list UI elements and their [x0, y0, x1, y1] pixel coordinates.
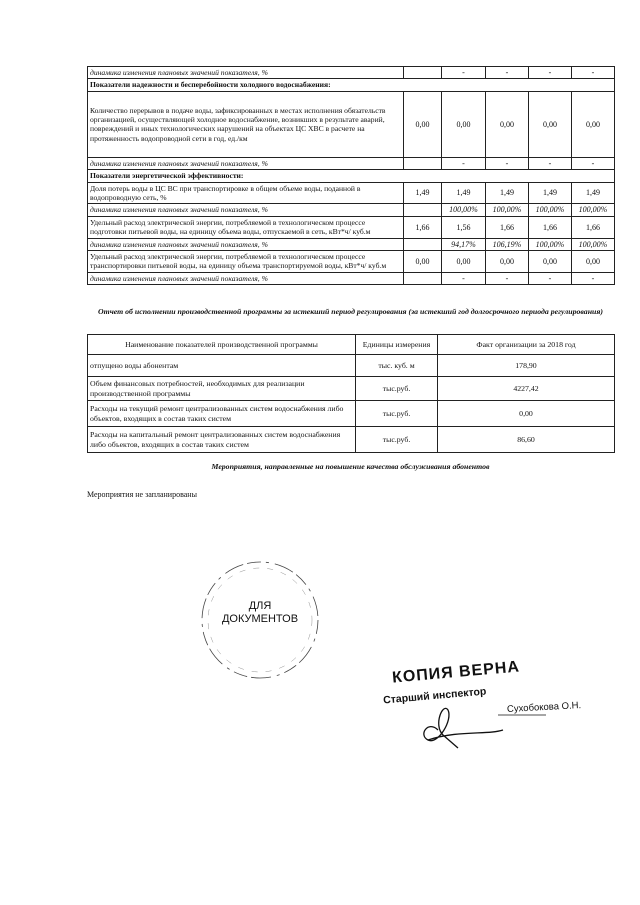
row-name: Объем финансовых потребностей, необходимых для реализации производственной программы [88, 377, 356, 401]
table-row [88, 157, 615, 169]
value-cell: 0,00 [529, 251, 572, 273]
value-cell [404, 272, 442, 284]
row-name: Расходы на текущий ремонт централизованных систем водоснабжения либо объектов, входящих в состав таких систем [88, 401, 356, 427]
section-row [88, 170, 615, 182]
value-cell: - [486, 67, 529, 79]
value-cell: 1,66 [572, 216, 615, 238]
value-cell: 1,66 [404, 216, 442, 238]
value-cell: - [529, 157, 572, 169]
dynamics-label: динамика изменения плановых значений показателя, % [88, 238, 404, 250]
value-cell: 1,66 [486, 216, 529, 238]
value-cell: 1,66 [529, 216, 572, 238]
dynamics-label: динамика изменения плановых значений показателя, % [88, 272, 404, 284]
row-unit: тыс.руб. [356, 401, 438, 427]
value-cell: 1,49 [486, 182, 529, 204]
value-cell: 100,00% [572, 204, 615, 216]
row-unit: тыс. куб. м [356, 355, 438, 377]
value-cell: 100,00% [529, 238, 572, 250]
value-cell: - [486, 157, 529, 169]
value-cell: - [529, 272, 572, 284]
table-row [88, 427, 615, 453]
section-energy-title: Показатели энергетической эффективности: [88, 170, 615, 182]
energy-transport-label: Удельный расход электрической энергии, потребляемой в технологическом процессе транспортировки питьевой воды, на единицу объема транспортируемой воды, кВт*ч/ куб.м [88, 251, 404, 273]
value-cell: - [486, 272, 529, 284]
value-cell: - [529, 67, 572, 79]
value-cell: 0,00 [404, 91, 442, 157]
table-row [88, 401, 615, 427]
interruptions-label: Количество перерывов в подаче воды, зафиксированных в местах исполнения обязательств организацией, осуществляющей холодное водоснабжение, возникших в результате аварий, повреждений и иных технологических нарушений на объектах ЦС ХВС в расчете на протяженность водопроводной сети в год, ед./км [88, 91, 404, 157]
value-cell: 0,00 [486, 91, 529, 157]
value-cell: 0,00 [442, 91, 486, 157]
value-cell: - [572, 272, 615, 284]
value-cell: 0,00 [572, 91, 615, 157]
value-cell: 1,49 [572, 182, 615, 204]
stamp-line-1: ДЛЯ [248, 600, 272, 612]
table-row [88, 67, 615, 79]
table-row [88, 204, 615, 216]
row-name: Расходы на капитальный ремонт централизованных систем водоснабжения либо объектов, входящих в состав таких систем [88, 427, 356, 453]
measures-title: Мероприятия, направленные на повышение качества обслуживания абонентов [211, 462, 490, 471]
losses-label: Доля потерь воды в ЦС ВС при транспортировке в общем объеме воды, поданной в водопроводную сеть, % [88, 182, 404, 204]
value-cell: 0,00 [529, 91, 572, 157]
section-row [88, 79, 615, 91]
header-name: Наименование показателей производственной программы [88, 335, 356, 355]
header-fact: Факт организации за 2018 год [438, 335, 615, 355]
table-row [88, 272, 615, 284]
signer-name: Сухобокова О.Н. [506, 700, 582, 715]
row-unit: тыс.руб. [356, 377, 438, 401]
value-cell: 1,49 [404, 182, 442, 204]
value-cell: - [572, 67, 615, 79]
table-row [88, 355, 615, 377]
value-cell: 94,17% [442, 238, 486, 250]
value-cell: - [442, 272, 486, 284]
value-cell: 0,00 [572, 251, 615, 273]
row-fact: 178,90 [438, 355, 615, 377]
report-title: Отчет об исполнении производственной программы за истекший период регулирования (за истекший год долгосрочного периода регулирования) [98, 307, 603, 316]
value-cell: - [572, 157, 615, 169]
value-cell: 1,56 [442, 216, 486, 238]
table-row [88, 182, 615, 204]
value-cell: 0,00 [486, 251, 529, 273]
stamp-docs [195, 600, 325, 626]
energy-prep-label: Удельный расход электрической энергии, потребляемой в технологическом процессе подготовки питьевой воды, на единицу объема воды, отпускаемой в сеть, кВт*ч/ куб.м [88, 216, 404, 238]
table-row [88, 238, 615, 250]
table-row [88, 251, 615, 273]
value-cell: - [442, 157, 486, 169]
row-fact: 0,00 [438, 401, 615, 427]
value-cell [404, 67, 442, 79]
dynamics-label: динамика изменения плановых значений показателя, % [88, 67, 404, 79]
dynamics-label: динамика изменения плановых значений показателя, % [88, 157, 404, 169]
value-cell: 0,00 [404, 251, 442, 273]
value-cell: 100,00% [486, 204, 529, 216]
indicators-table [87, 66, 615, 285]
stamp-line-2: ДОКУМЕНТОВ [221, 613, 299, 625]
value-cell [404, 157, 442, 169]
value-cell: 100,00% [529, 204, 572, 216]
table-header-row [88, 335, 615, 355]
row-unit: тыс.руб. [356, 427, 438, 453]
value-cell: - [442, 67, 486, 79]
inspector-title: Старший инспектор [382, 685, 487, 707]
value-cell: 1,49 [442, 182, 486, 204]
row-fact: 4227,42 [438, 377, 615, 401]
table-row [88, 377, 615, 401]
value-cell: 1,49 [529, 182, 572, 204]
value-cell: 100,00% [572, 238, 615, 250]
value-cell: 106,19% [486, 238, 529, 250]
value-cell: 100,00% [442, 204, 486, 216]
signature-icon [398, 700, 548, 755]
value-cell [404, 204, 442, 216]
copy-true-stamp: КОПИЯ ВЕРНА [391, 658, 521, 687]
section-reliability-title: Показатели надежности и бесперебойности холодного водоснабжения: [88, 79, 615, 91]
value-cell [404, 238, 442, 250]
dynamics-label: динамика изменения плановых значений показателя, % [88, 204, 404, 216]
measures-text: Мероприятия не запланированы [87, 490, 197, 499]
row-fact: 86,60 [438, 427, 615, 453]
header-unit: Единицы измерения [356, 335, 438, 355]
table-row [88, 216, 615, 238]
value-cell: 0,00 [442, 251, 486, 273]
row-name: отпущено воды абонентам [88, 355, 356, 377]
table-row [88, 91, 615, 157]
program-table [87, 334, 615, 453]
